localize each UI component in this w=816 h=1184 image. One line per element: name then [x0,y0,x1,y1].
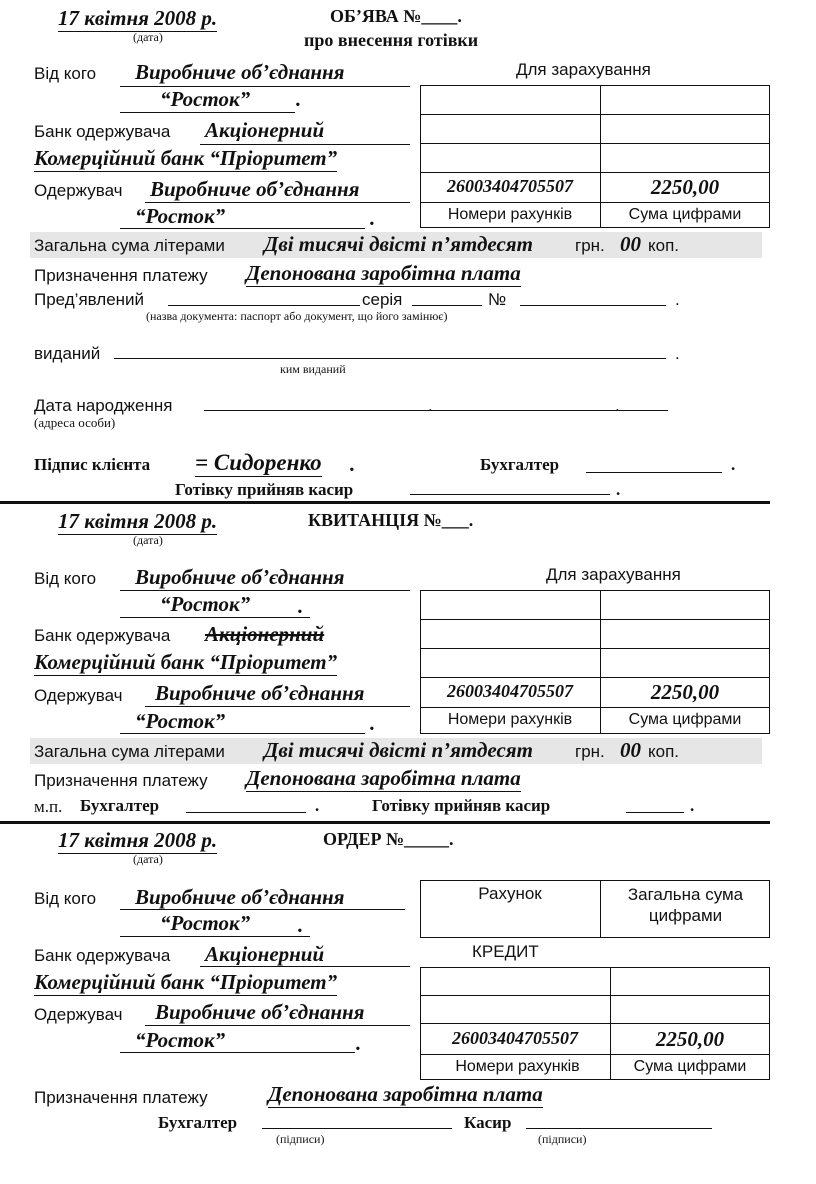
from-value-2: “Росток” [160,87,251,111]
underline [120,112,295,113]
amount-caption: Сума цифрами [628,711,742,728]
table-rule [420,1054,770,1055]
section-separator [0,501,770,504]
bank-label: Банк одержувача [34,122,171,141]
recipient-value: Виробниче об’єднання [155,1000,365,1024]
recipient-value-2: “Росток” [135,709,226,733]
amount-digits: 2250,00 [650,175,720,199]
currency-label: грн. [575,236,605,255]
amount-digits: 2250,00 [655,1027,725,1051]
signature-line [186,812,306,813]
number-sign: № [488,290,507,309]
from-value: Виробниче об’єднання [135,60,345,84]
bank-value: Акціонерний [205,118,325,142]
accounts-caption: Номери рахунків [447,711,573,728]
account-header: Рахунок [478,884,542,903]
bank-value: Акціонерний [205,622,325,646]
signature-caption: (підписи) [276,1132,325,1146]
total-header: Загальна сума цифрами [627,885,744,925]
table-rule [420,677,770,678]
underline [120,909,405,910]
total-words: Дві тисячі двісті п’ятдесят [264,738,533,762]
underline [120,617,310,618]
date-caption: (дата) [133,852,163,866]
table-rule [420,619,770,620]
presented-label: Пред’явлений [34,290,145,309]
underline [204,410,668,411]
accountant-label: Бухгалтер [158,1113,238,1132]
recipient-label: Одержувач [34,181,123,200]
purpose-value: Депонована заробітна плата [246,261,521,285]
period: . [675,344,680,363]
recipient-value-2: “Росток” [135,204,226,228]
from-value: Виробниче об’єднання [135,565,345,589]
section-separator [0,821,770,824]
form-subtitle: про внесення готівки [304,30,479,50]
purpose-label: Призначення платежу [34,266,208,285]
kopecks-value: 00 [620,232,641,256]
underline [120,733,365,734]
client-signature: = Сидоренко [195,450,322,475]
signature-caption: (підписи) [538,1132,587,1146]
form-title: КВИТАНЦІЯ №___. [308,510,474,530]
from-value-2: “Росток” [160,592,251,616]
credit-header: Для зарахування [546,565,681,584]
accountant-label: Бухгалтер [80,796,160,815]
total-label: Загальна сума літерами [34,236,225,255]
period: . [298,913,304,937]
underline [145,1025,410,1026]
underline [168,305,360,306]
underline [145,706,410,707]
accounts-caption: Номери рахунків [447,206,573,223]
bank-value: Акціонерний [205,942,325,966]
credit-header: Для зарахування [516,60,651,79]
accounts-caption: Номери рахунків [455,1058,580,1075]
table-rule [420,995,770,996]
underline [120,228,365,229]
account-number: 26003404705507 [452,1028,578,1048]
recipient-value: Виробниче об’єднання [150,177,360,201]
underline [120,1052,355,1053]
signature-line [410,494,610,495]
period: . [315,796,320,815]
document-caption: (назва документа: паспорт або документ, що його замінює) [146,309,448,323]
bank-label: Банк одержувача [34,626,171,645]
table-rule [420,1023,770,1024]
from-value: Виробниче об’єднання [135,885,345,909]
period: . [350,452,356,476]
table-rule [420,202,770,203]
purpose-value: Депонована заробітна плата [246,766,521,790]
underline [114,358,666,359]
from-label: Від кого [34,889,97,908]
credit-label: КРЕДИТ [472,942,539,961]
total-label: Загальна сума літерами [34,742,225,761]
from-value-2: “Росток” [160,911,251,935]
account-number: 26003404705507 [447,176,573,196]
underline [200,966,410,967]
signature-line [586,472,722,473]
table-rule [420,172,770,173]
period: . [615,396,620,415]
table-rule [420,114,770,115]
signature-line [526,1128,712,1129]
date-value: 17 квітня 2008 р. [58,6,218,30]
period: . [296,87,302,111]
from-label: Від кого [34,64,97,83]
purpose-label: Призначення платежу [34,1088,208,1107]
period: . [428,396,433,415]
bank-value-2: Комерційний банк “Пріоритет” [34,970,338,994]
period: . [616,480,621,499]
signature-line [262,1128,452,1129]
date-value: 17 квітня 2008 р. [58,509,218,533]
period: . [298,594,304,618]
date-value: 17 квітня 2008 р. [58,828,218,852]
kop-label: коп. [648,742,680,761]
underline [412,305,482,306]
period: . [370,206,376,230]
recipient-value: Виробниче об’єднання [155,681,365,705]
form-title: ОРДЕР №_____. [323,829,454,849]
bank-value-2: Комерційний банк “Пріоритет” [34,146,338,170]
total-words: Дві тисячі двісті п’ятдесят [264,232,533,256]
client-sign-label: Підпис клієнта [34,455,151,474]
underline [520,305,666,306]
underline [145,202,410,203]
recipient-label: Одержувач [34,1005,123,1024]
address-caption: (адреса особи) [34,415,116,430]
table-rule [420,143,770,144]
amount-digits: 2250,00 [650,680,720,704]
table-rule [420,648,770,649]
issued-caption: ким виданий [280,362,346,376]
recipient-label: Одержувач [34,686,123,705]
period: . [370,711,376,735]
kop-label: коп. [648,236,680,255]
account-number: 26003404705507 [447,681,573,701]
date-caption: (дата) [133,533,163,547]
period: . [690,796,695,815]
bank-value-2: Комерційний банк “Пріоритет” [34,650,338,674]
from-label: Від кого [34,569,97,588]
table-rule [420,707,770,708]
period: . [356,1031,362,1055]
underline [120,590,410,591]
series-label: серія [362,290,403,309]
form-title: ОБ’ЯВА №____. [330,6,462,26]
issued-label: виданий [34,344,101,363]
currency-label: грн. [575,742,605,761]
underline [200,144,410,145]
stamp-label: м.п. [34,797,63,816]
birth-label: Дата народження [34,396,173,415]
table-divider [600,880,601,938]
cashier-label: Касир [464,1113,512,1132]
period: . [731,455,736,474]
date-caption: (дата) [133,30,163,44]
amount-caption: Сума цифрами [633,1058,747,1075]
kopecks-value: 00 [620,738,641,762]
accountant-label: Бухгалтер [480,455,560,474]
cashier-label: Готівку прийняв касир [175,480,354,499]
purpose-label: Призначення платежу [34,771,208,790]
recipient-value-2: “Росток” [135,1028,226,1052]
cashier-label: Готівку прийняв касир [372,796,551,815]
period: . [675,290,680,309]
purpose-value: Депонована заробітна плата [268,1082,543,1106]
signature-line [626,812,684,813]
amount-caption: Сума цифрами [628,206,742,223]
underline [120,936,310,937]
bank-label: Банк одержувача [34,946,171,965]
